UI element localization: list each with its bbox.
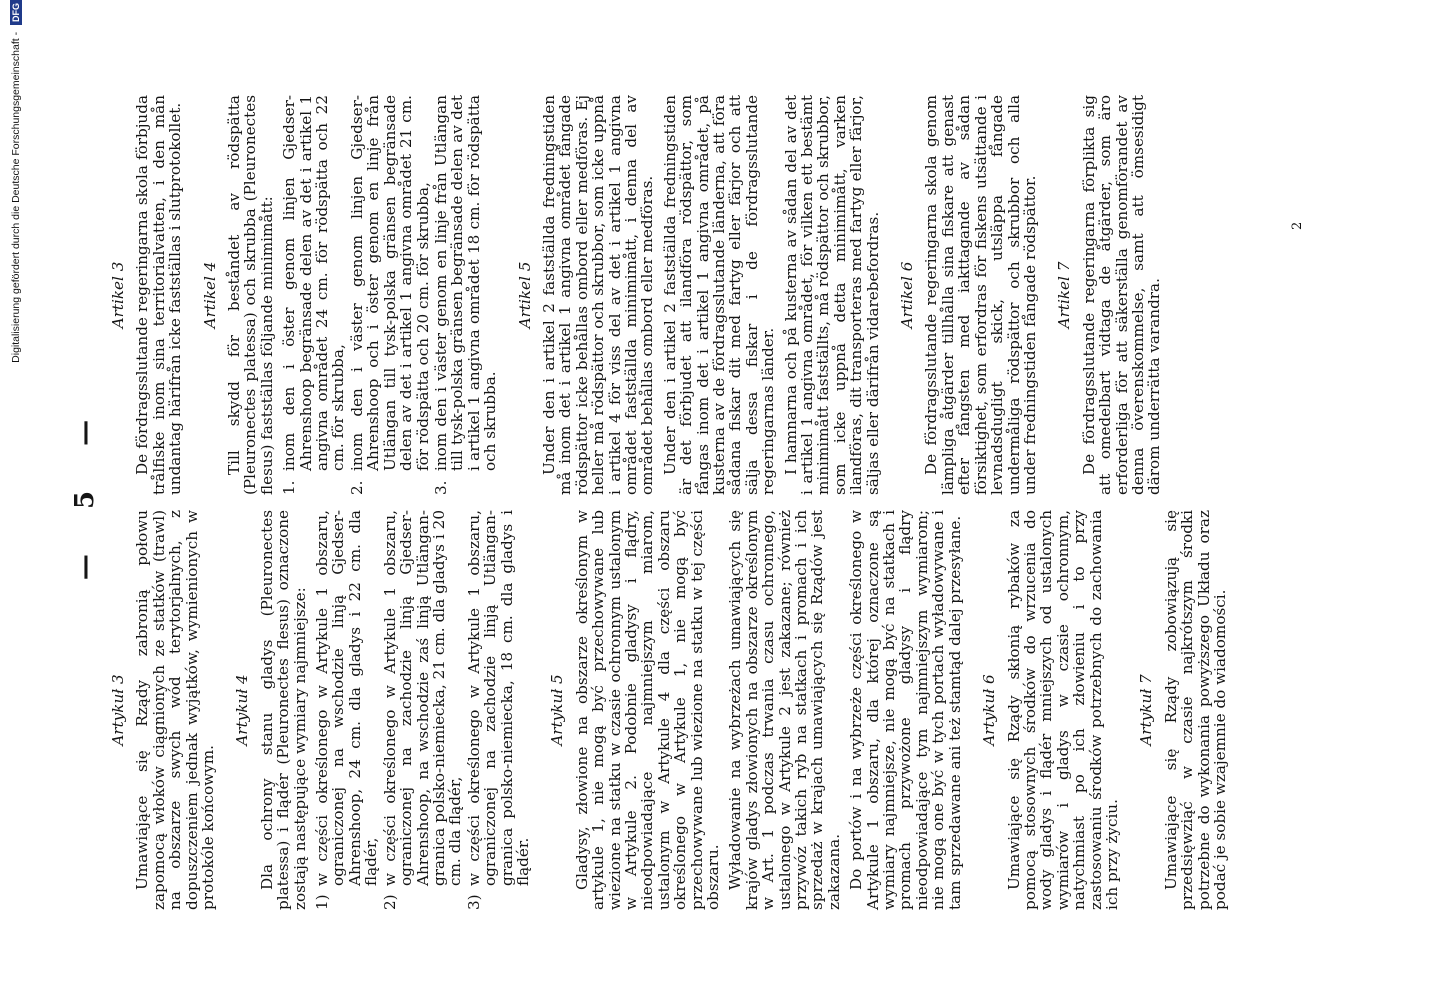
pl-article-6-text: Umawiające się Rządy skłonią rybaków za pomocą stosownych środków do wrzucenia do wody gladys i flądér mniejszych od ustalonych wymiarów i gladys w czasie ochronnym, natychmiast po ich złowieniu i to przy zastosowaniu środków potrzebnych do zachowania ich przy życiu. — [1004, 510, 1121, 910]
pl-article-5-title: Artykuł 5 — [548, 674, 567, 746]
pl-article-4 — [234, 510, 531, 910]
polish-column — [110, 510, 1310, 910]
item-text: w części określonego w Artykule 1 obszaru, ograniczonej na zachodzie linją Utlängan-granica polsko-niemiecka, 18 cm. dla gladys i flądér. — [464, 510, 532, 886]
header-dash-right: — — [70, 419, 100, 446]
pl-article-7-text: Umawiające się Rządy zobowiązują się przedsięwziąć w czasie najkrótszym środki potrzebne do wykonania powyższego Układu oraz podać je sobie wzajemnie do wiadomości. — [1161, 510, 1229, 910]
sv-article-6-title: Artikel 6 — [898, 261, 917, 329]
page-marker: 2 — [1290, 221, 1305, 230]
pl-article-6 — [981, 510, 1120, 910]
pl-article-6-title: Artykuł 6 — [980, 674, 999, 746]
sv-article-6 — [899, 95, 1038, 495]
item-text: w części określonego w Artykule 1 obszaru, ograniczonej na wschodzie linją Gjedser-Ahrenshoop, 24 cm. dla gladys i 22 cm. dla flądér, — [313, 510, 381, 886]
item-text: inom den i väster genom en linje från Utlängan till tysk-polska gränsen begränsade delen av det i artikel 1 angivna området 18 cm. för rödspätta och skrubba. — [431, 95, 500, 471]
pl-article-7 — [1138, 510, 1228, 910]
pl-article-5-para-2: Wyładowanie na wybrzeżach umawiających się krajów gladys złowionych na obszarze określonym w Art. 1 podczas trwania czasu ochronnego, ustalonego w Artykule 2 jest zakazane; również przywóz takich ryb na statkach i promach i ich sprzedaż w krajach umawiających się Rządów jest zakazana. — [726, 510, 843, 910]
sv-article-7-text: De fördragsslutande regeringarna förplikta sig att omedelbart vidtaga de åtgärder, som äro erforderliga för att säkerställa genomförandet av denna överenskommelse, samt att ömsesidigt därom underrätta varandra. — [1079, 95, 1164, 495]
sv-article-3 — [110, 95, 184, 495]
sv-article-6-text: De fördragsslutande regeringarna skola genom lämpliga åtgärder tillhålla sina fiskare att genast efter fångsten med iakttagande av sådan försiktighet, som erfordras för fiskens utsättande i levnadsdugligt skick, utsläppa fångade undermåliga rödspättor och skrubbor och alla under fredningstiden fångade rödspättor. — [922, 95, 1039, 495]
sv-article-7-title: Artikel 7 — [1055, 261, 1074, 329]
sv-article-5-text: Under den i artikel 2 fastställda fredningstiden må inom det i artikel 1 angivna området fångade rödspättor icke behållas ombord eller medföras. Ej heller må rödspättor och skrubbor, som icke uppnå i artikel 4 för viss del av det i artikel 1 angivna området fastställda minimimått, i denna del av området behållas ombord eller medföras. — [539, 95, 657, 495]
swedish-column — [110, 95, 1310, 495]
item-text: inom den i väster genom linjen Gjedser-Ahrenshoop och i öster genom en linje från Utlängan till tysk-polska gränsen begränsade delen av det i artikel 1 angivna området 21 cm. för rödspätta och 20 cm. för skrubba, — [347, 95, 432, 471]
sv-article-3-text: De fördragsslutande regeringarna skola förbjuda trålfiske inom sina territorialvatten, i den mån undantag härifrån icke fastställas i slutprotokollet. — [133, 95, 185, 495]
item-number: 1) — [313, 894, 332, 910]
pl-article-4-list — [314, 510, 531, 910]
pl-article-5-text: Gladysy, złowione na obszarze określonym w artykule 1, nie mogą być przechowywane lub wiezione na statku w czasie ochronnym ustalonym w Artykule 2. Podobnie gladysy i flądry, nieodpowiadające najmniejszym miarom, ustalonym w Artykule 4 dla części obszaru określonego w Artykule 1, nie mogą być przechowywane lub wiezione na statku w tej części obszaru. — [572, 510, 722, 910]
sv-article-5-title: Artikel 5 — [515, 261, 534, 329]
sv-article-4 — [202, 95, 499, 495]
pl-article-3-text: Umawiające się Rządy zabronią połowu zapomocą włoków ciągnionych ze statków (trawl) na obszarze swych wód terytorjalnych, z dopuszczeniem jednak wyjątków, wymienionych w protokóle końcowym. — [133, 510, 218, 910]
header-dash-left: — — [70, 554, 100, 581]
dfg-logo: DFG — [10, 0, 22, 25]
digitization-watermark — [10, 0, 30, 1000]
sv-article-5 — [517, 95, 882, 495]
sv-article-3-title: Artikel 3 — [109, 261, 127, 329]
item-number: 2. — [347, 480, 366, 495]
sv-article-4-intro: Till skydd för beståndet av rödspätta (Pleuronectes platessa) och skrubba (Pleuronectes flesus) fastställas följande minimimått: — [225, 95, 276, 495]
page-number: 5 — [70, 490, 100, 510]
item-number: 2) — [380, 894, 399, 910]
item-text: w części określonego w Artykule 1 obszaru, ograniczonej na zachodzie linją Gjedser-Ahrenshoop, na wschodzie zaś linją Utlängan-granica polsko-niemiecka, 21 cm. dla gladys i 20 cm. dla flądér, — [380, 510, 465, 886]
item-number: 1. — [280, 480, 299, 495]
list-item — [281, 95, 347, 495]
pl-article-7-title: Artykuł 7 — [1137, 674, 1156, 746]
list-item — [314, 510, 380, 910]
list-item — [349, 95, 431, 495]
pl-article-4-title: Artykuł 4 — [233, 674, 252, 746]
list-item — [433, 95, 499, 495]
pl-article-5-para-3: Do portów i na wybrzeże części określonego w Artykule 1 obszaru, dla której oznaczone są wymiary najmniejsze, nie mogą być na statkach i promach przywożone gladysy i flądry nieodpowiadające tym najmniejszym wymiarom; nie mogą one być w tych portach wyładowywane i tam sprzedawane ani też stamtąd dalej przesyłane. — [847, 510, 964, 910]
list-item — [466, 510, 532, 910]
pl-article-3 — [110, 510, 216, 910]
list-item — [382, 510, 464, 910]
sv-article-4-list — [281, 95, 498, 495]
pl-article-3-title: Artykuł 3 — [109, 674, 127, 746]
watermark-text: Digitalisierung gefördert durch die Deutsche Forschungsgemeinschaft - — [10, 31, 22, 363]
sv-article-4-title: Artikel 4 — [200, 261, 219, 329]
sv-article-5-para-3: I hamnarna och på kusterna av sådan del av det i artikel 1 angivna området, för vilken ett bestämt minimimått fastställts, må rödspättor och skrubbor, som icke uppnå detta minimimått, varken ilandföras, dit transporteras med fartyg eller färjor, säljas eller därifrån vidarebefordras. — [781, 95, 882, 495]
item-number: 3. — [431, 480, 450, 495]
item-number: 3) — [464, 894, 483, 910]
page-header — [70, 0, 110, 1000]
pl-article-5 — [549, 510, 963, 910]
pl-article-4-intro: Dla ochrony stanu gladys (Pleuronectes platessa) i flądér (Pleuronectes flesus) oznaczone zostają następujące wymiary najmniejsze: — [257, 510, 309, 910]
item-text: inom den i öster genom linjen Gjedser-Ahrenshoop begränsade delen av det i artikel 1 angivna området 24 cm. för rödspätta och 22 cm. för skrubba, — [280, 95, 348, 471]
sv-article-7 — [1056, 95, 1162, 495]
sv-article-5-para-2: Under den i artikel 2 fastställda fredningstiden är det förbjudet att ilandföra rödspättor, som fångas inom det i artikel 1 angivna området, på kusterna av de fördragsslutande länderna, att föra sådana fiskar dit med fartyg eller färjor och att sälja dessa fiskar i de fördragsslutande regeringarnas länder. — [660, 95, 778, 495]
